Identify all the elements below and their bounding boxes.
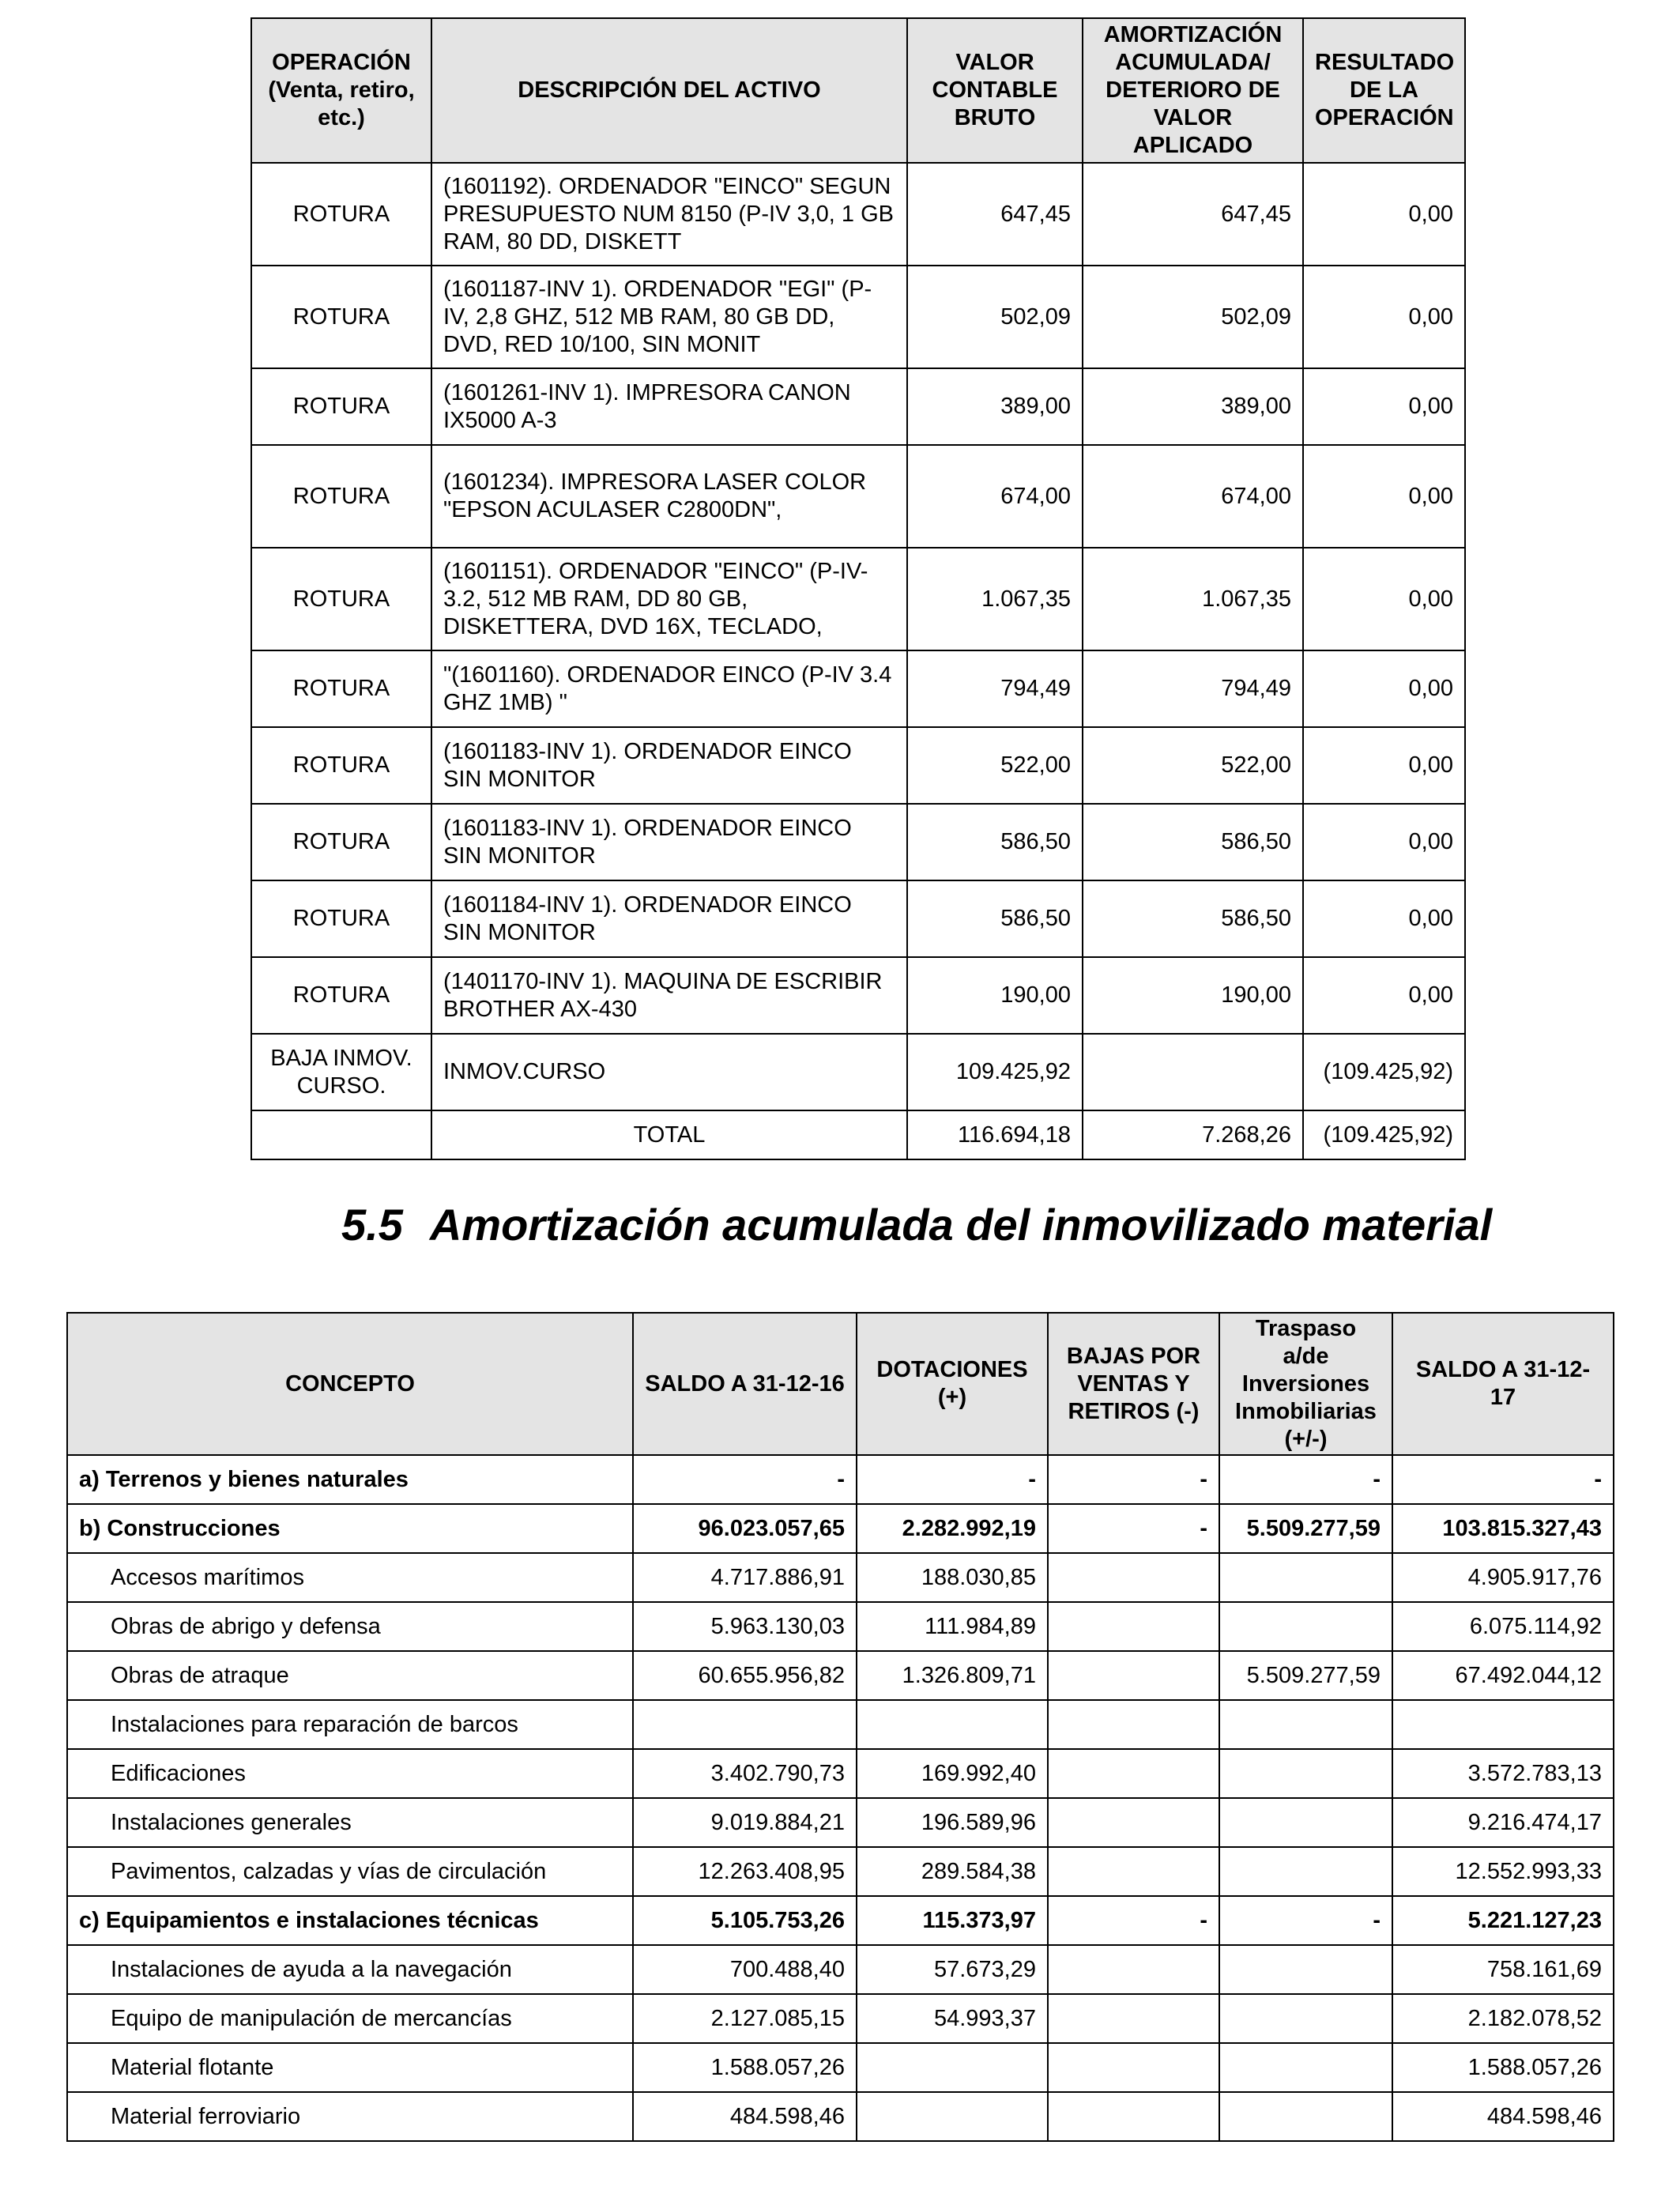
dotaciones-cell: 169.992,40 bbox=[857, 1749, 1048, 1798]
operation-cell: ROTURA bbox=[251, 650, 431, 727]
saldo-16-cell: 484.598,46 bbox=[633, 2092, 857, 2141]
header-saldo-16: SALDO A 31-12-16 bbox=[633, 1313, 857, 1455]
table-row bbox=[251, 1034, 1465, 1110]
saldo-17-cell: 3.572.783,13 bbox=[1392, 1749, 1614, 1798]
valor-bruto-cell: 389,00 bbox=[907, 368, 1083, 445]
bajas-cell bbox=[1048, 1847, 1219, 1896]
dotaciones-cell: 54.993,37 bbox=[857, 1994, 1048, 2043]
saldo-17-cell: 103.815.327,43 bbox=[1392, 1504, 1614, 1553]
operation-cell: ROTURA bbox=[251, 957, 431, 1034]
concept-cell: Instalaciones de ayuda a la navegación bbox=[67, 1945, 633, 1994]
dotaciones-cell: - bbox=[857, 1455, 1048, 1504]
section-number: 5.5 bbox=[341, 1200, 403, 1250]
total-amortizacion: 7.268,26 bbox=[1083, 1110, 1303, 1159]
table-row bbox=[67, 1749, 1614, 1798]
table-row bbox=[67, 1798, 1614, 1847]
traspaso-cell bbox=[1219, 1994, 1392, 2043]
saldo-17-cell: 2.182.078,52 bbox=[1392, 1994, 1614, 2043]
saldo-16-cell: 5.105.753,26 bbox=[633, 1896, 857, 1945]
amortizacion-cell: 190,00 bbox=[1083, 957, 1303, 1034]
operation-cell: ROTURA bbox=[251, 163, 431, 266]
saldo-17-cell: 4.905.917,76 bbox=[1392, 1553, 1614, 1602]
description-cell: INMOV.CURSO bbox=[431, 1034, 907, 1110]
valor-bruto-cell: 1.067,35 bbox=[907, 548, 1083, 650]
valor-bruto-cell: 794,49 bbox=[907, 650, 1083, 727]
amortizacion-cell: 522,00 bbox=[1083, 727, 1303, 804]
resultado-cell: (109.425,92) bbox=[1303, 1034, 1465, 1110]
table-row bbox=[67, 1455, 1614, 1504]
saldo-17-cell: 9.216.474,17 bbox=[1392, 1798, 1614, 1847]
concept-cell: Pavimentos, calzadas y vías de circulación bbox=[67, 1847, 633, 1896]
table-row bbox=[251, 266, 1465, 368]
table-row bbox=[67, 1553, 1614, 1602]
description-cell: (1601184-INV 1). ORDENADOR EINCO SIN MONITOR bbox=[431, 880, 907, 957]
saldo-17-cell: 1.588.057,26 bbox=[1392, 2043, 1614, 2092]
amortizacion-cell: 674,00 bbox=[1083, 445, 1303, 548]
bajas-cell bbox=[1048, 1749, 1219, 1798]
saldo-16-cell: 4.717.886,91 bbox=[633, 1553, 857, 1602]
section-heading bbox=[341, 1197, 1492, 1253]
resultado-cell: 0,00 bbox=[1303, 957, 1465, 1034]
saldo-16-cell: 1.588.057,26 bbox=[633, 2043, 857, 2092]
amortizacion-cell bbox=[1083, 1034, 1303, 1110]
table-row bbox=[67, 1504, 1614, 1553]
saldo-16-cell: 9.019.884,21 bbox=[633, 1798, 857, 1847]
saldo-17-cell: 758.161,69 bbox=[1392, 1945, 1614, 1994]
traspaso-cell bbox=[1219, 2092, 1392, 2141]
operation-cell: ROTURA bbox=[251, 880, 431, 957]
saldo-17-cell: - bbox=[1392, 1455, 1614, 1504]
total-bruto: 116.694,18 bbox=[907, 1110, 1083, 1159]
saldo-16-cell: 2.127.085,15 bbox=[633, 1994, 857, 2043]
header-dotaciones: DOTACIONES (+) bbox=[857, 1313, 1048, 1455]
dotaciones-cell: 115.373,97 bbox=[857, 1896, 1048, 1945]
bajas-cell bbox=[1048, 2043, 1219, 2092]
table-row bbox=[251, 445, 1465, 548]
header-operacion: OPERACIÓN (Venta, retiro, etc.) bbox=[251, 18, 431, 163]
bajas-cell: - bbox=[1048, 1896, 1219, 1945]
table-row bbox=[251, 804, 1465, 880]
concept-cell: c) Equipamientos e instalaciones técnicas bbox=[67, 1896, 633, 1945]
table-row bbox=[67, 1896, 1614, 1945]
dotaciones-cell: 57.673,29 bbox=[857, 1945, 1048, 1994]
dotaciones-cell bbox=[857, 2092, 1048, 2141]
operation-cell: BAJA INMOV. CURSO. bbox=[251, 1034, 431, 1110]
table-row bbox=[67, 1847, 1614, 1896]
operation-cell: ROTURA bbox=[251, 368, 431, 445]
header-valor-bruto: VALOR CONTABLE BRUTO bbox=[907, 18, 1083, 163]
table-row bbox=[251, 880, 1465, 957]
table-row bbox=[251, 368, 1465, 445]
description-cell: (1601234). IMPRESORA LASER COLOR "EPSON ACULASER C2800DN", bbox=[431, 445, 907, 548]
header-traspaso: Traspaso a/de Inversiones Inmobiliarias (+/-) bbox=[1219, 1313, 1392, 1455]
concept-cell: Instalaciones generales bbox=[67, 1798, 633, 1847]
valor-bruto-cell: 502,09 bbox=[907, 266, 1083, 368]
amortizacion-cell: 1.067,35 bbox=[1083, 548, 1303, 650]
description-cell: "(1601160). ORDENADOR EINCO (P-IV 3.4 GHZ 1MB) " bbox=[431, 650, 907, 727]
traspaso-cell bbox=[1219, 1700, 1392, 1749]
concept-cell: Accesos marítimos bbox=[67, 1553, 633, 1602]
table-row bbox=[67, 2043, 1614, 2092]
saldo-16-cell: 3.402.790,73 bbox=[633, 1749, 857, 1798]
traspaso-cell bbox=[1219, 2043, 1392, 2092]
dotaciones-cell bbox=[857, 1700, 1048, 1749]
valor-bruto-cell: 586,50 bbox=[907, 880, 1083, 957]
traspaso-cell bbox=[1219, 1798, 1392, 1847]
saldo-16-cell: - bbox=[633, 1455, 857, 1504]
description-cell: (1401170-INV 1). MAQUINA DE ESCRIBIR BROTHER AX-430 bbox=[431, 957, 907, 1034]
table-row bbox=[67, 1945, 1614, 1994]
total-row bbox=[251, 1110, 1465, 1159]
amortizacion-cell: 647,45 bbox=[1083, 163, 1303, 266]
accumulated-depreciation-table bbox=[66, 1312, 1614, 2142]
amortizacion-cell: 586,50 bbox=[1083, 880, 1303, 957]
resultado-cell: 0,00 bbox=[1303, 163, 1465, 266]
resultado-cell: 0,00 bbox=[1303, 548, 1465, 650]
amortizacion-cell: 389,00 bbox=[1083, 368, 1303, 445]
concept-cell: Instalaciones para reparación de barcos bbox=[67, 1700, 633, 1749]
table-row bbox=[67, 2092, 1614, 2141]
operation-cell: ROTURA bbox=[251, 445, 431, 548]
bajas-cell bbox=[1048, 1994, 1219, 2043]
traspaso-cell bbox=[1219, 1847, 1392, 1896]
traspaso-cell: - bbox=[1219, 1455, 1392, 1504]
asset-disposals-table bbox=[250, 17, 1466, 1160]
dotaciones-cell: 196.589,96 bbox=[857, 1798, 1048, 1847]
concept-cell: Edificaciones bbox=[67, 1749, 633, 1798]
saldo-17-cell: 6.075.114,92 bbox=[1392, 1602, 1614, 1651]
resultado-cell: 0,00 bbox=[1303, 368, 1465, 445]
table-row bbox=[251, 163, 1465, 266]
table-row bbox=[251, 650, 1465, 727]
operation-cell: ROTURA bbox=[251, 727, 431, 804]
description-cell: (1601261-INV 1). IMPRESORA CANON IX5000 A-3 bbox=[431, 368, 907, 445]
amortizacion-cell: 502,09 bbox=[1083, 266, 1303, 368]
operation-cell: ROTURA bbox=[251, 548, 431, 650]
saldo-17-cell: 5.221.127,23 bbox=[1392, 1896, 1614, 1945]
total-label: TOTAL bbox=[431, 1110, 907, 1159]
saldo-16-cell: 96.023.057,65 bbox=[633, 1504, 857, 1553]
dotaciones-cell: 111.984,89 bbox=[857, 1602, 1048, 1651]
amortizacion-cell: 794,49 bbox=[1083, 650, 1303, 727]
valor-bruto-cell: 109.425,92 bbox=[907, 1034, 1083, 1110]
header-saldo-17: SALDO A 31-12-17 bbox=[1392, 1313, 1614, 1455]
saldo-16-cell: 60.655.956,82 bbox=[633, 1651, 857, 1700]
operation-cell: ROTURA bbox=[251, 804, 431, 880]
dotaciones-cell: 1.326.809,71 bbox=[857, 1651, 1048, 1700]
table-row bbox=[67, 1651, 1614, 1700]
saldo-16-cell: 5.963.130,03 bbox=[633, 1602, 857, 1651]
table-header-row bbox=[251, 18, 1465, 163]
valor-bruto-cell: 647,45 bbox=[907, 163, 1083, 266]
resultado-cell: 0,00 bbox=[1303, 650, 1465, 727]
concept-cell: Obras de abrigo y defensa bbox=[67, 1602, 633, 1651]
bajas-cell bbox=[1048, 1798, 1219, 1847]
table-row bbox=[251, 957, 1465, 1034]
resultado-cell: 0,00 bbox=[1303, 266, 1465, 368]
traspaso-cell: - bbox=[1219, 1896, 1392, 1945]
table-row bbox=[251, 548, 1465, 650]
concept-cell: Material ferroviario bbox=[67, 2092, 633, 2141]
description-cell: (1601183-INV 1). ORDENADOR EINCO SIN MONITOR bbox=[431, 804, 907, 880]
traspaso-cell bbox=[1219, 1945, 1392, 1994]
bajas-cell bbox=[1048, 1602, 1219, 1651]
resultado-cell: 0,00 bbox=[1303, 445, 1465, 548]
bajas-cell bbox=[1048, 1651, 1219, 1700]
concept-cell: Obras de atraque bbox=[67, 1651, 633, 1700]
description-cell: (1601187-INV 1). ORDENADOR "EGI" (P-IV, 2,8 GHZ, 512 MB RAM, 80 GB DD, DVD, RED 10/100, SIN MONIT bbox=[431, 266, 907, 368]
bajas-cell: - bbox=[1048, 1455, 1219, 1504]
total-empty-cell bbox=[251, 1110, 431, 1159]
saldo-16-cell bbox=[633, 1700, 857, 1749]
resultado-cell: 0,00 bbox=[1303, 804, 1465, 880]
header-descripcion: DESCRIPCIÓN DEL ACTIVO bbox=[431, 18, 907, 163]
saldo-17-cell: 484.598,46 bbox=[1392, 2092, 1614, 2141]
dotaciones-cell: 2.282.992,19 bbox=[857, 1504, 1048, 1553]
saldo-16-cell: 700.488,40 bbox=[633, 1945, 857, 1994]
concept-cell: Material flotante bbox=[67, 2043, 633, 2092]
traspaso-cell bbox=[1219, 1553, 1392, 1602]
header-amortizacion: AMORTIZACIÓN ACUMULADA/ DETERIORO DE VALOR APLICADO bbox=[1083, 18, 1303, 163]
traspaso-cell bbox=[1219, 1602, 1392, 1651]
table-row bbox=[67, 1994, 1614, 2043]
description-cell: (1601192). ORDENADOR "EINCO" SEGUN PRESUPUESTO NUM 8150 (P-IV 3,0, 1 GB RAM, 80 DD, DISKETT bbox=[431, 163, 907, 266]
concept-cell: Equipo de manipulación de mercancías bbox=[67, 1994, 633, 2043]
saldo-17-cell bbox=[1392, 1700, 1614, 1749]
description-cell: (1601183-INV 1). ORDENADOR EINCO SIN MONITOR bbox=[431, 727, 907, 804]
saldo-17-cell: 12.552.993,33 bbox=[1392, 1847, 1614, 1896]
amortizacion-cell: 586,50 bbox=[1083, 804, 1303, 880]
bajas-cell: - bbox=[1048, 1504, 1219, 1553]
saldo-17-cell: 67.492.044,12 bbox=[1392, 1651, 1614, 1700]
saldo-16-cell: 12.263.408,95 bbox=[633, 1847, 857, 1896]
bajas-cell bbox=[1048, 1700, 1219, 1749]
concept-cell: b) Construcciones bbox=[67, 1504, 633, 1553]
valor-bruto-cell: 522,00 bbox=[907, 727, 1083, 804]
table-row bbox=[67, 1700, 1614, 1749]
section-title-text: Amortización acumulada del inmovilizado material bbox=[429, 1200, 1493, 1250]
table-row bbox=[251, 727, 1465, 804]
traspaso-cell: 5.509.277,59 bbox=[1219, 1651, 1392, 1700]
bajas-cell bbox=[1048, 1553, 1219, 1602]
resultado-cell: 0,00 bbox=[1303, 727, 1465, 804]
operation-cell: ROTURA bbox=[251, 266, 431, 368]
header-resultado: RESULTADO DE LA OPERACIÓN bbox=[1303, 18, 1465, 163]
valor-bruto-cell: 586,50 bbox=[907, 804, 1083, 880]
traspaso-cell bbox=[1219, 1749, 1392, 1798]
header-bajas: BAJAS POR VENTAS Y RETIROS (-) bbox=[1048, 1313, 1219, 1455]
total-resultado: (109.425,92) bbox=[1303, 1110, 1465, 1159]
concept-cell: a) Terrenos y bienes naturales bbox=[67, 1455, 633, 1504]
dotaciones-cell: 188.030,85 bbox=[857, 1553, 1048, 1602]
bajas-cell bbox=[1048, 2092, 1219, 2141]
header-concepto: CONCEPTO bbox=[67, 1313, 633, 1455]
valor-bruto-cell: 190,00 bbox=[907, 957, 1083, 1034]
dotaciones-cell bbox=[857, 2043, 1048, 2092]
valor-bruto-cell: 674,00 bbox=[907, 445, 1083, 548]
bajas-cell bbox=[1048, 1945, 1219, 1994]
table-row bbox=[67, 1602, 1614, 1651]
description-cell: (1601151). ORDENADOR "EINCO" (P-IV-3.2, 512 MB RAM, DD 80 GB, DISKETTERA, DVD 16X, TECLADO, bbox=[431, 548, 907, 650]
dotaciones-cell: 289.584,38 bbox=[857, 1847, 1048, 1896]
resultado-cell: 0,00 bbox=[1303, 880, 1465, 957]
traspaso-cell: 5.509.277,59 bbox=[1219, 1504, 1392, 1553]
table-header-row bbox=[67, 1313, 1614, 1455]
